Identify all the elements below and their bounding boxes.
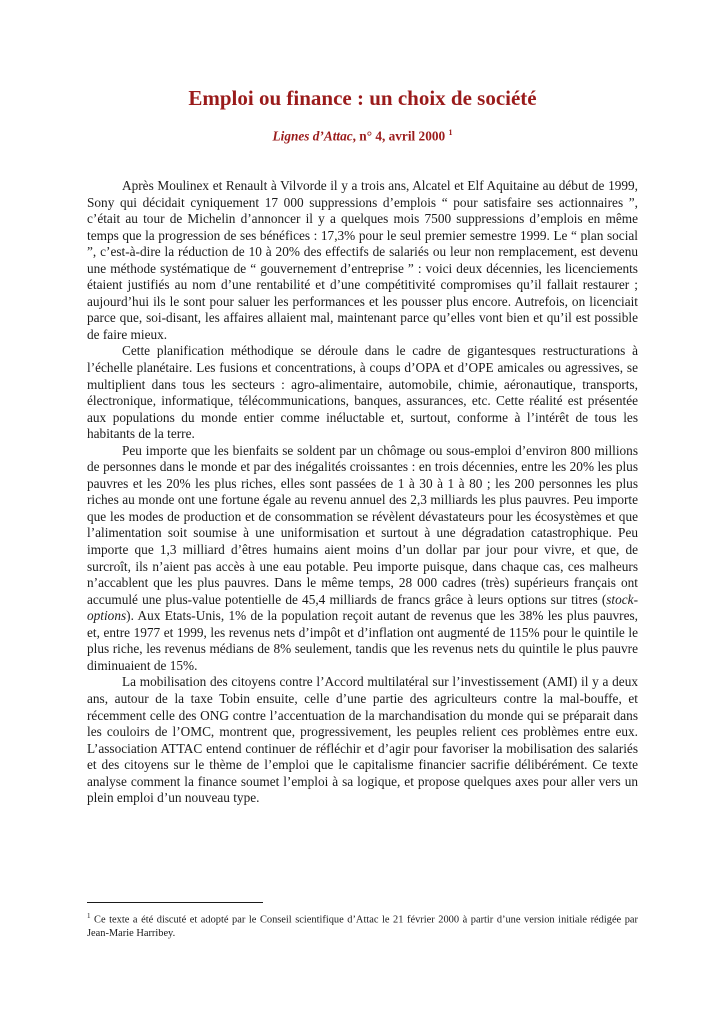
footnote-marker[interactable]: 1 (448, 128, 453, 137)
document-subtitle (0, 128, 725, 144)
paragraph-4: La mobilisation des citoyens contre l’Accord multilatéral sur l’investissement (AMI) il y a deux ans, autour de la taxe Tobin ensuite, celle d’une partie des agriculteurs contre la mal-bouffe, et récemment celle des ONG contre l’accentuation de la marchandisation du monde qui se préparait dans les couloirs de l’OMC, montrent que, progressivement, les peuples relient ces problèmes entre eux. L’association ATTAC entend continuer de réfléchir et d’agir pour favoriser la mobilisation des salariés et des citoyens sur le thème de l’emploi que le capitalisme financier sacrifie délibérément. Ce texte analyse comment la finance soumet l’emploi à sa logique, et propose quelques axes pour aller vers un plein emploi d’un nouveau type. (87, 674, 638, 806)
document-body (87, 178, 638, 807)
journal-name: Lignes d’Attac (272, 128, 353, 144)
paragraph-2: Cette planification méthodique se déroule dans le cadre de gigantesques restructurations à l’échelle planétaire. Les fusions et concentrations, à coups d’OPA et d’OPE amicales ou agressives, se multiplient dans tous les secteurs : agro-alimentaire, automobile, chimie, aéronautique, transports, électronique, informatique, télécommunications, banques, assurances, etc. Cette réalité est présentée aux populations du monde entier comme inéluctable et, surtout, conforme à l’intérêt de tous les habitants de la terre. (87, 343, 638, 442)
footnote-divider (87, 902, 263, 903)
paragraph-3-italic: stock-options (87, 591, 638, 624)
issue-info: , n° 4, avril 2000 (352, 128, 446, 144)
footnote-text: Ce texte a été discuté et adopté par le Conseil scientifique d’Attac le 21 février 2000 à partir d’une version initiale rédigée par Jean-Marie Harribey. (87, 914, 638, 940)
footnote (87, 909, 638, 941)
paragraph-1: Après Moulinex et Renault à Vilvorde il y a trois ans, Alcatel et Elf Aquitaine au début de 1999, Sony qui décidait cyniquement 17 000 suppressions d’emplois “ pour satisfaire ses actionnaires ”, c’était au tour de Michelin d’annoncer il y a quelques mois 7500 suppressions d’emplois en même temps que la progression de ses bénéfices : 17,3% pour le seul premier semestre 1999. Le “ plan social ”, c’est-à-dire la réduction de 10 à 20% des effectifs de salariés ou leur non remplacement, est devenu une méthode systématique de “ gouvernement d’entreprise ” : voici deux décennies, les licenciements étaient justifiés au nom d’une rentabilité et d’une compétitivité compromises qu’il fallait restaurer ; aujourd’hui ils le sont pour saluer les performances et les pousser plus encore. Autrefois, on licenciait parce que, soi-disant, les affaires allaient mal, maintenant parce qu’elles vont bien et qu’il est possible de faire mieux. (87, 178, 638, 342)
paragraph-3-part-1: Peu importe que les bienfaits se soldent par un chômage ou sous-emploi d’environ 800 millions de personnes dans le monde et par des inégalités croissantes : en trois décennies, entre les 20% les plus pauvres et les 20% les plus riches, elles sont passées de 1 à 30 à 1 à 80 ; les 200 personnes les plus riches au monde ont une fortune égale au revenu annuel des 2,3 milliards les plus pauvres. Peu importe que les modes de production et de consommation se révèlent dévastateurs pour les écosystèmes et que l’alimentation soit soumise à une uniformisation et surtout à une dégradation catastrophique. Peu importe que 1,3 milliard d’êtres humains aient moins d’un dollar par jour pour vivre, et que, de surcroît, ils n’aient pas accès à une eau potable. Peu importe puisque, dans chaque cas, ces malheurs n’accablent que les plus pauvres. Dans le même temps, 28 000 cadres (très) supérieurs français ont accumulé une plus-value potentielle de 45,4 milliards de francs grâce à leurs options sur titres ( (87, 442, 638, 607)
document-title: Emploi ou finance : un choix de société (188, 86, 537, 110)
footnote-number: 1 (87, 912, 91, 920)
paragraph-3 (87, 443, 638, 675)
paragraph-3-part-2: ). Aux Etats-Unis, 1% de la population reçoit autant de revenus que les 38% les plus pauvres, et, entre 1977 et 1999, les revenus nets d’impôt et d’inflation ont augmenté de 115% pour le quintile le plus riche, les revenus médians de 8% seulement, tandis que les revenus nets du quintile le plus pauvre diminuaient de 15%. (87, 608, 638, 673)
